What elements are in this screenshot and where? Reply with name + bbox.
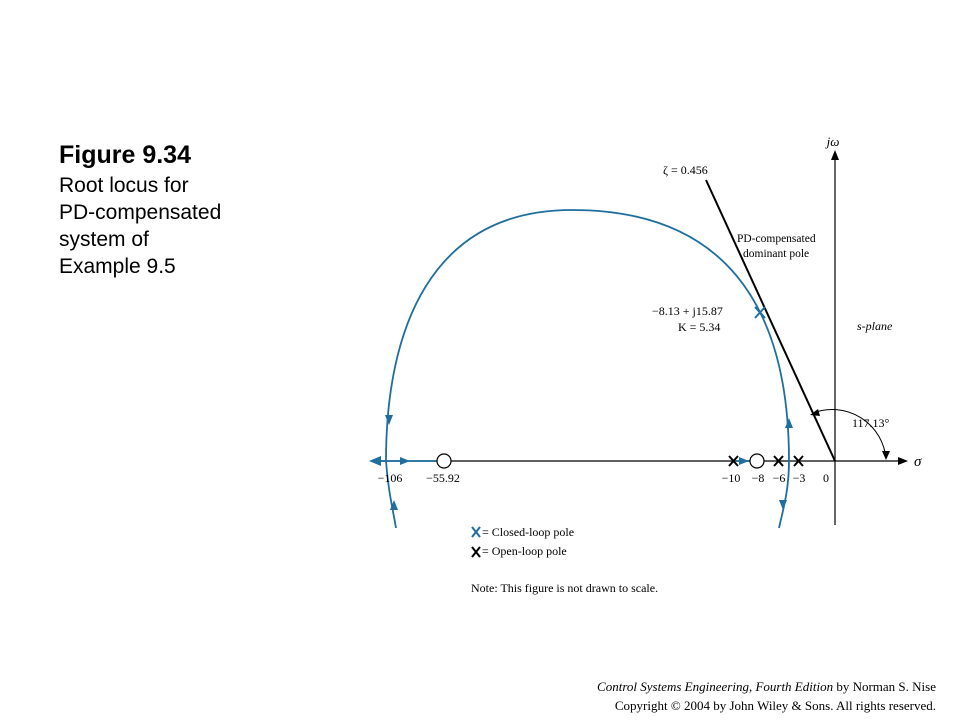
tick-label-minus-106: −106 xyxy=(377,471,403,485)
zero-marker-minus-55.92 xyxy=(437,454,451,468)
legend xyxy=(471,525,658,595)
dominant-pole-gain: K = 5.34 xyxy=(678,320,721,334)
caption-line-3: system of xyxy=(59,228,149,251)
locus-arrow-upper-left xyxy=(385,415,393,425)
legend-open-loop-marker xyxy=(472,547,480,557)
figure-note: Note: This figure is not drawn to scale. xyxy=(471,581,659,595)
zero-marker-minus-8 xyxy=(750,454,764,468)
legend-closed-loop-label: = Closed-loop pole xyxy=(482,525,575,539)
tick-label-minus-8: −8 xyxy=(751,471,765,485)
tick-label-minus-10: −10 xyxy=(721,471,741,485)
locus-direction-arrows xyxy=(369,415,793,510)
angle-label: 117.13° xyxy=(852,416,890,430)
dominant-pole-label-line-1: PD-compensated xyxy=(737,233,816,245)
imaginary-axis-arrowhead xyxy=(831,150,839,160)
caption-line-1: Root locus for xyxy=(59,174,189,197)
figure-title: Figure 9.34 xyxy=(59,141,191,169)
tick-label-zero: 0 xyxy=(823,471,829,485)
tick-label-minus-55.92: −55.92 xyxy=(426,471,460,485)
locus-arrow-upper-right xyxy=(785,418,793,428)
book-author: by Norman S. Nise xyxy=(833,679,936,694)
footer-book-line xyxy=(597,677,936,696)
dominant-pole-label-line-2: dominant pole xyxy=(743,248,810,260)
footer-credit xyxy=(597,677,936,715)
angle-arrowhead-end xyxy=(882,451,890,460)
locus-arrow-lower-right xyxy=(779,500,787,510)
zeta-label: ζ = 0.456 xyxy=(663,163,708,177)
caption-line-2: PD-compensated xyxy=(59,201,222,224)
tick-label-minus-6: −6 xyxy=(772,471,786,485)
real-axis-arrowhead xyxy=(898,457,908,465)
real-axis-label: σ xyxy=(914,454,922,470)
locus-arrow-real-minus10 xyxy=(739,457,749,465)
tick-label-minus-3: −3 xyxy=(792,471,806,485)
footer-copyright: Copyright © 2004 by John Wiley & Sons. All rights reserved. xyxy=(614,698,936,713)
legend-closed-loop-marker xyxy=(472,527,480,537)
locus-arrow-real-left xyxy=(369,456,381,466)
locus-arc xyxy=(386,210,789,461)
caption-line-4: Example 9.5 xyxy=(59,255,176,278)
dominant-pole-value: −8.13 + j15.87 xyxy=(652,304,723,318)
imaginary-axis-label: jω xyxy=(826,134,840,149)
legend-open-loop-label: = Open-loop pole xyxy=(482,544,567,558)
s-plane-label: s-plane xyxy=(857,319,893,333)
locus-arrow-real-zero-left xyxy=(400,457,410,465)
real-axis-tick-labels xyxy=(378,471,829,485)
book-title: Control Systems Engineering, Fourth Edition xyxy=(597,679,834,694)
dominant-closed-loop-pole xyxy=(755,307,765,318)
zeta-line xyxy=(706,180,835,461)
